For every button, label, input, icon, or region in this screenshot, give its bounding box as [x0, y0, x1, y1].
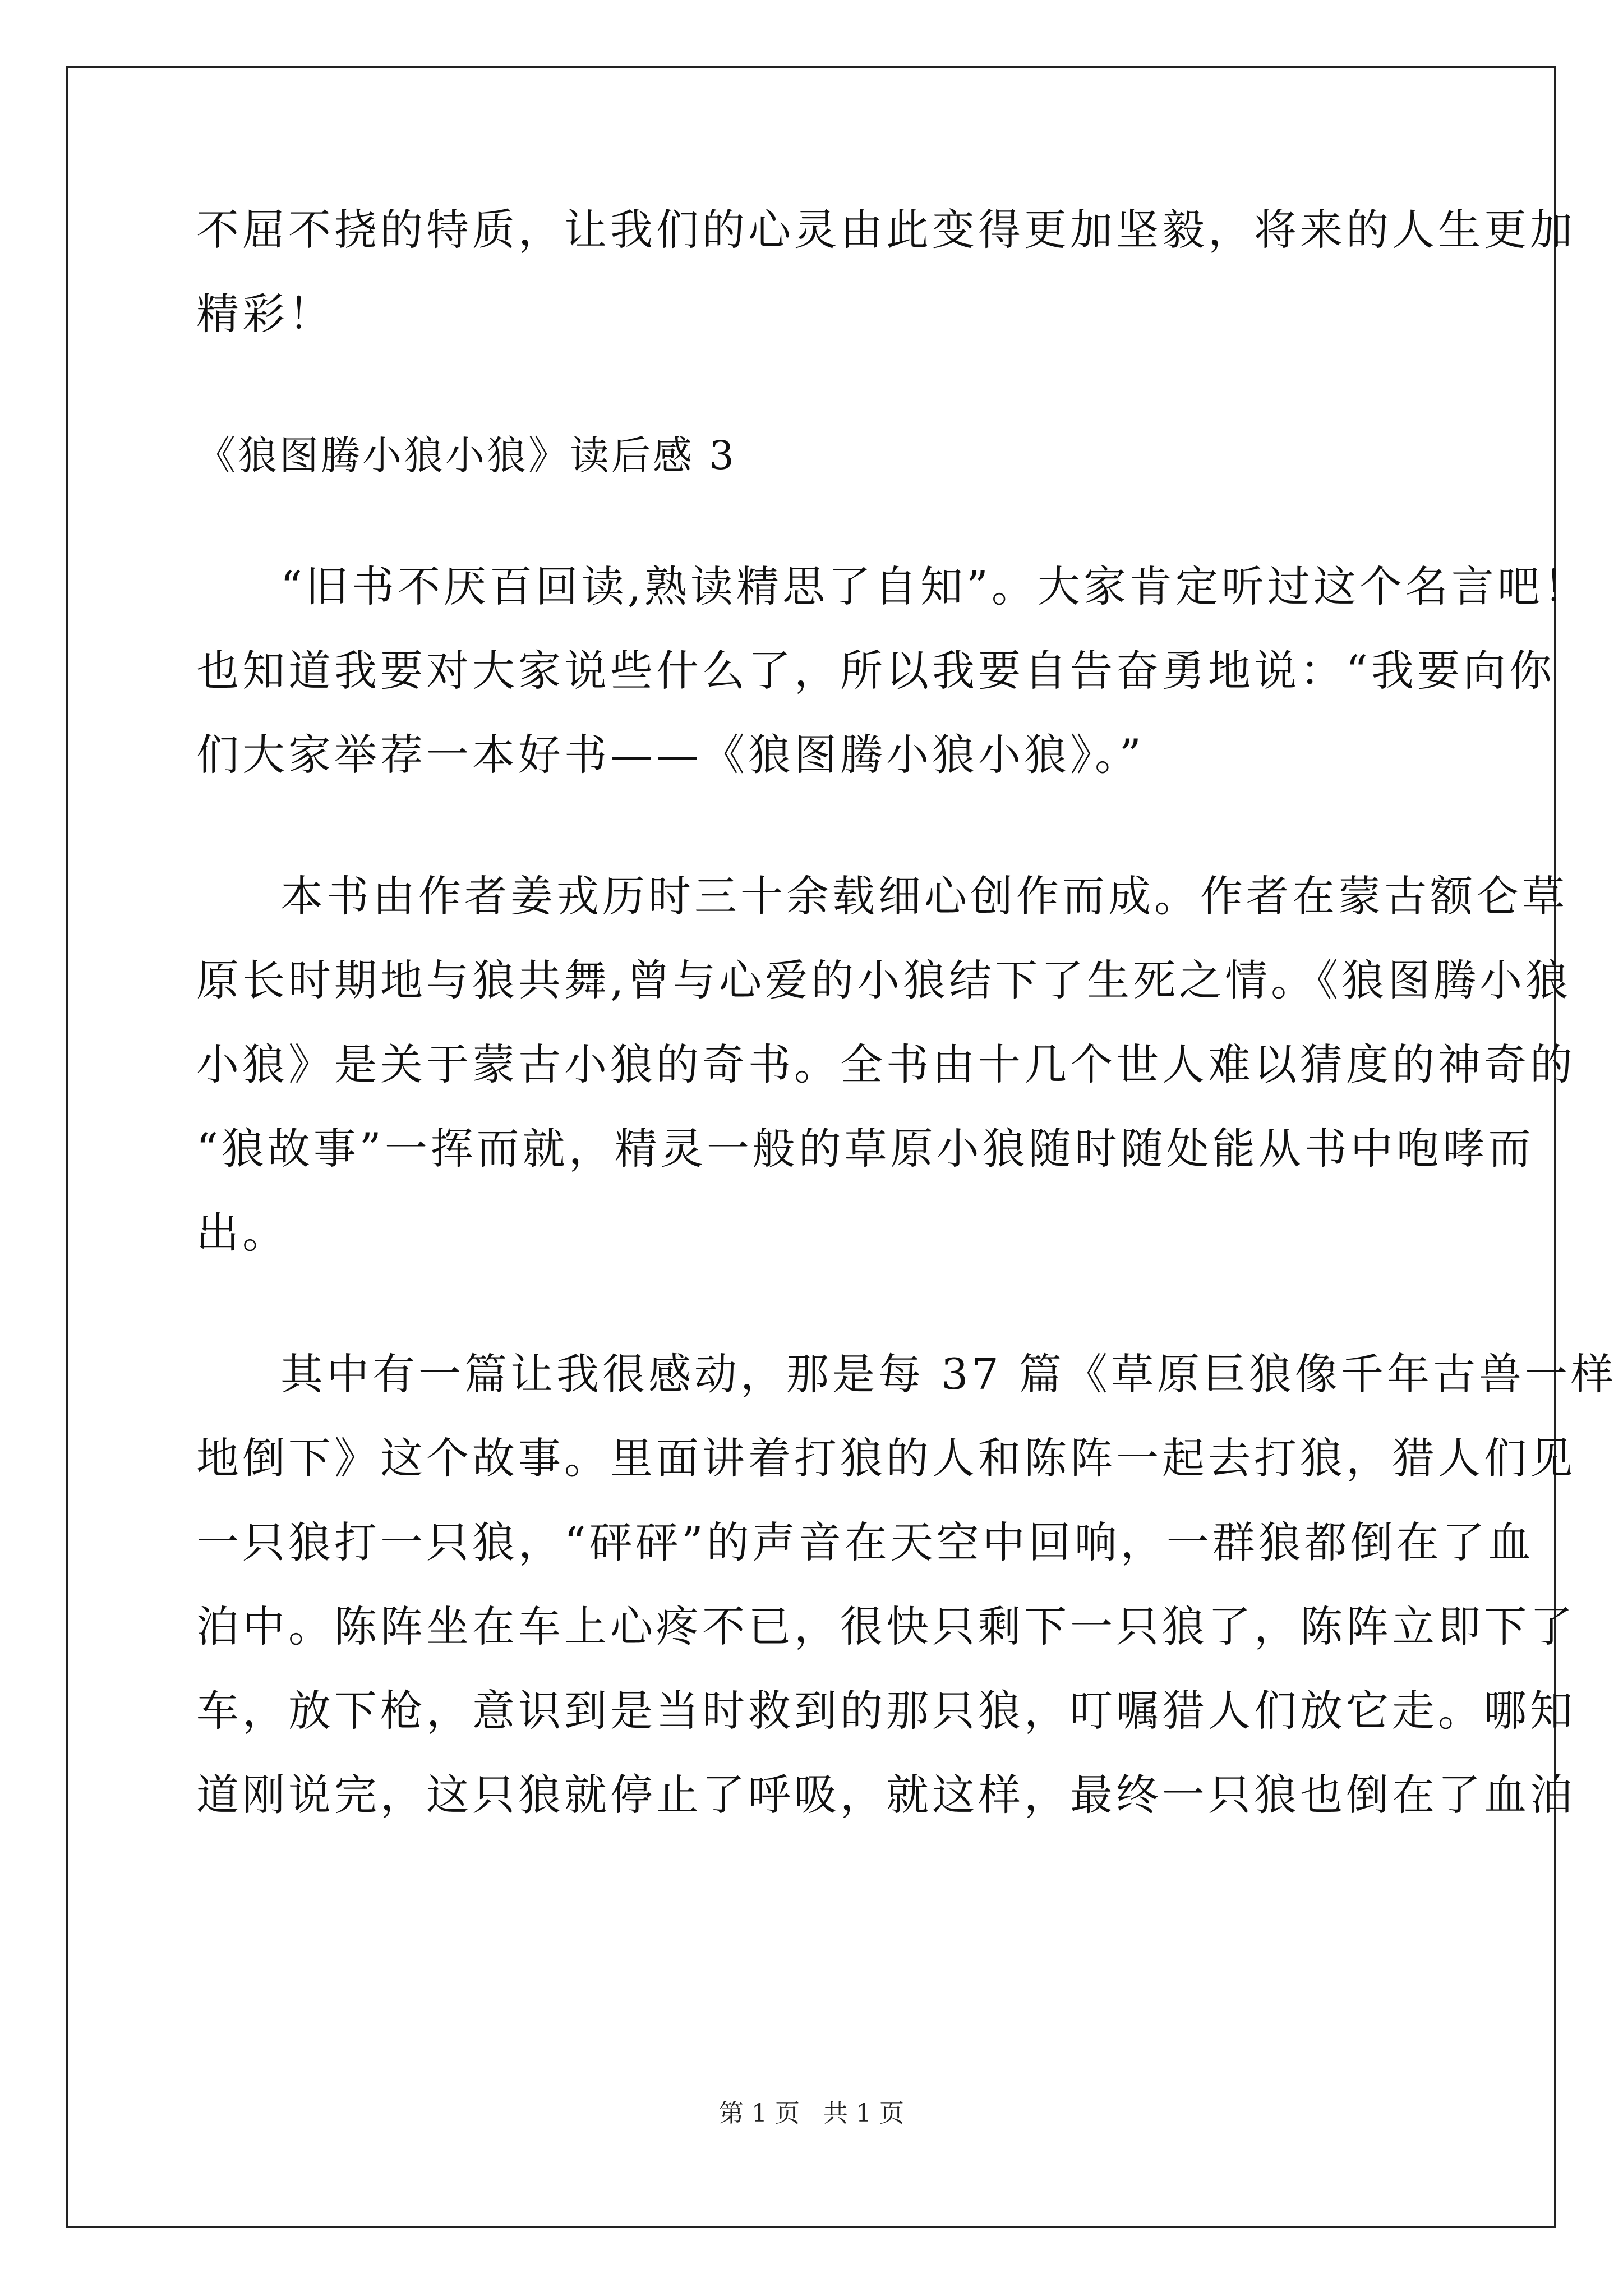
text-line: 地倒下》这个故事。里面讲着打狼的人和陈阵一起去打狼，猎人们见	[196, 1433, 1576, 1483]
text-line: 小狼》是关于蒙古小狼的奇书。全书由十几个世人难以猜度的神奇的	[196, 1039, 1576, 1089]
text-line: 其中有一篇让我很感动，那是每 37 篇《草原巨狼像千年古兽一样	[280, 1349, 1617, 1399]
text-line: “旧书不厌百回读,熟读精思了自知”。大家肯定听过这个名言吧！	[280, 562, 1589, 611]
section-heading: 《狼图腾小狼小狼》读后感 3	[196, 432, 736, 478]
page-number: 第 1 页	[719, 2099, 800, 2128]
page-total: 共 1 页	[823, 2099, 904, 2128]
text-line: 一只狼打一只狼，“砰砰”的声音在天空中回响，一群狼都倒在了血	[196, 1517, 1534, 1567]
text-line: 原长时期地与狼共舞,曾与心爱的小狼结下了生死之情。《狼图腾小狼	[196, 955, 1572, 1005]
text-line: 们大家举荐一本好书——《狼图腾小狼小狼》。”	[196, 730, 1145, 780]
text-line: 精彩！	[196, 289, 334, 339]
text-line: 车，放下枪，意识到是当时救到的那只狼，叮嘱猎人们放它走。哪知	[196, 1686, 1576, 1736]
text-line: 泊中。陈阵坐在车上心疼不已，很快只剩下一只狼了，陈阵立即下了	[196, 1602, 1576, 1651]
text-line: 本书由作者姜戎历时三十余载细心创作而成。作者在蒙古额仑草	[280, 871, 1568, 921]
text-line: “狼故事”一挥而就，精灵一般的草原小狼随时随处能从书中咆哮而	[196, 1124, 1534, 1174]
text-line: 不屈不挠的特质，让我们的心灵由此变得更加坚毅，将来的人生更加	[196, 205, 1576, 255]
text-line: 也知道我要对大家说些什么了，所以我要自告奋勇地说：“我要向你	[196, 646, 1555, 696]
page-footer	[0, 2097, 1623, 2131]
text-line: 道刚说完，这只狼就停止了呼吸，就这样，最终一只狼也倒在了血泊	[196, 1770, 1576, 1820]
text-line: 出。	[196, 1208, 288, 1258]
